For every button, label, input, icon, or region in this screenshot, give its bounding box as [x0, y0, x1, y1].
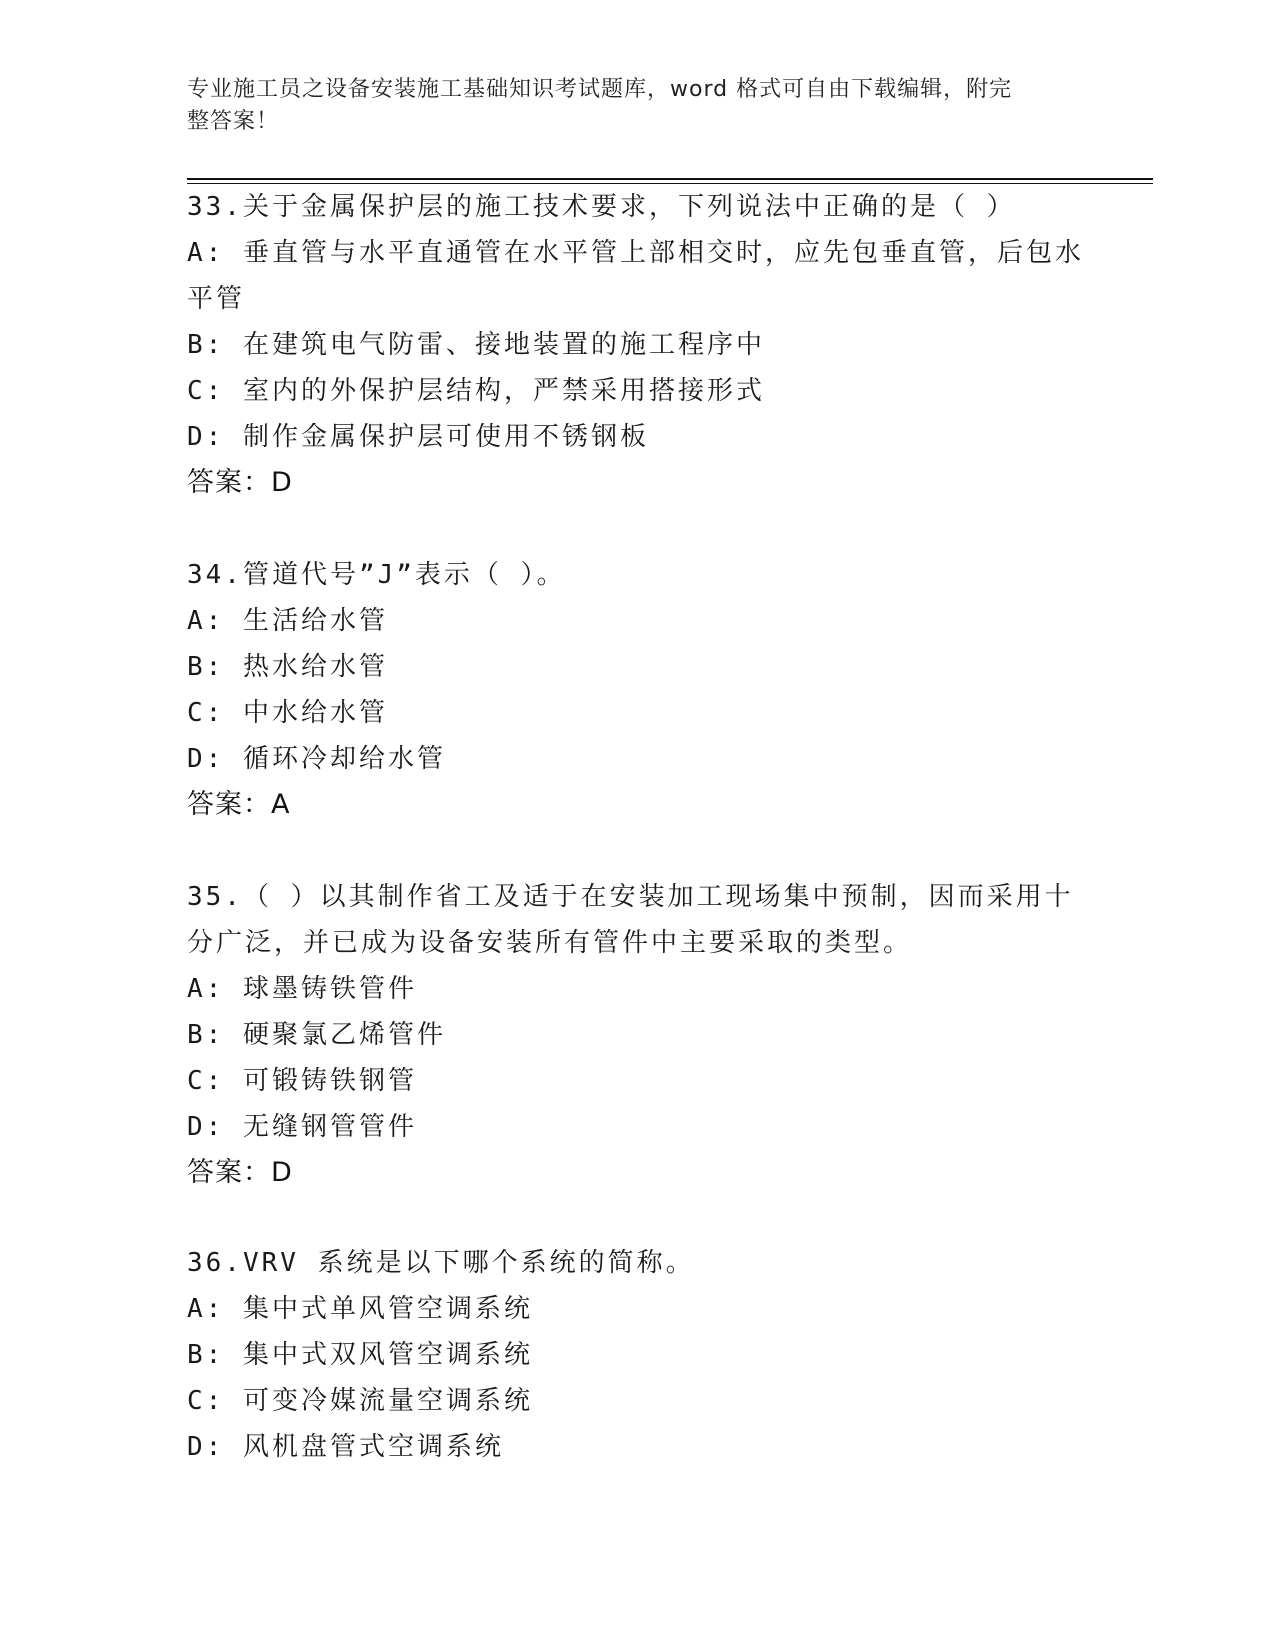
option-d: D: 风机盘管式空调系统 [187, 1432, 504, 1462]
option-c: C: 室内的外保护层结构，严禁采用搭接形式 [187, 376, 765, 406]
option-a: A: 垂直管与水平直通管在水平管上部相交时，应先包垂直管，后包水 [187, 238, 1084, 268]
question-stem: 33.关于金属保护层的施工技术要求，下列说法中正确的是（ ） [187, 192, 1016, 222]
question-stem: 36.VRV 系统是以下哪个系统的简称。 [187, 1248, 695, 1278]
header-divider-thick [187, 178, 1153, 180]
question-34 [187, 552, 1087, 828]
option-b: B: 热水给水管 [187, 652, 388, 682]
option-d: D: 无缝钢管管件 [187, 1112, 417, 1142]
option-b: B: 硬聚氯乙烯管件 [187, 1020, 446, 1050]
option-a-continued: 平管 [187, 284, 246, 314]
option-b: B: 在建筑电气防雷、接地装置的施工程序中 [187, 330, 765, 360]
answer-line: 答案：A [187, 789, 291, 820]
option-d: D: 制作金属保护层可使用不锈钢板 [187, 422, 649, 452]
document-header [187, 74, 1067, 138]
answer-line: 答案：D [187, 467, 293, 498]
option-d: D: 循环冷却给水管 [187, 744, 446, 774]
option-a: A: 集中式单风管空调系统 [187, 1294, 533, 1324]
header-line-2: 整答案！ [187, 109, 280, 134]
question-33 [187, 184, 1087, 506]
option-c: C: 中水给水管 [187, 698, 388, 728]
question-36 [187, 1240, 1087, 1470]
option-c: C: 可锻铸铁钢管 [187, 1066, 417, 1096]
option-a: A: 球墨铸铁管件 [187, 974, 417, 1004]
question-stem: 34.管道代号”J”表示（ ）。 [187, 560, 566, 590]
question-35 [187, 874, 1087, 1196]
question-stem: 35.（ ）以其制作省工及适于在安装加工现场集中预制，因而采用十 [187, 882, 1074, 912]
header-line-1: 专业施工员之设备安装施工基础知识考试题库，word 格式可自由下载编辑，附完 [187, 77, 1013, 102]
option-b: B: 集中式双风管空调系统 [187, 1340, 533, 1370]
answer-line: 答案：D [187, 1157, 293, 1188]
option-c: C: 可变冷媒流量空调系统 [187, 1386, 533, 1416]
question-stem-continued: 分广泛，并已成为设备安装所有管件中主要采取的类型。 [187, 928, 913, 958]
option-a: A: 生活给水管 [187, 606, 388, 636]
